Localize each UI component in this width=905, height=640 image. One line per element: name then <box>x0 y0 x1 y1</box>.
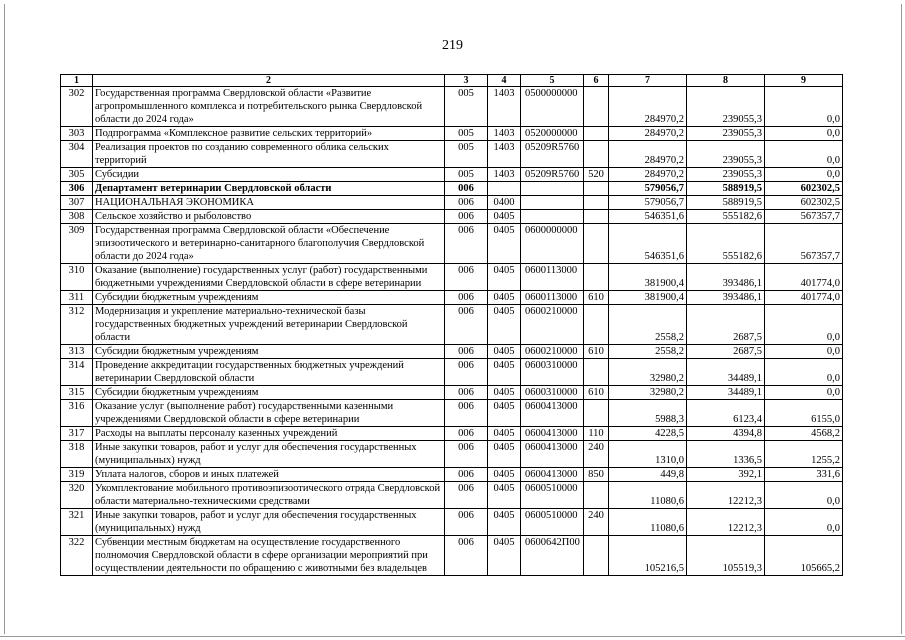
row-amount-col8: 105519,3 <box>687 536 765 576</box>
row-amount-col7: 4228,5 <box>609 427 687 441</box>
row-name: Субсидии бюджетным учреждениям <box>93 345 445 359</box>
row-target-article <box>521 196 584 210</box>
row-amount-col8: 12212,3 <box>687 482 765 509</box>
row-admin-code: 006 <box>445 536 488 576</box>
row-name: Расходы на выплаты персоналу казенных учреждений <box>93 427 445 441</box>
row-amount-col9: 567357,7 <box>765 224 843 264</box>
row-target-article: 0600642П00 <box>521 536 584 576</box>
col-header: 5 <box>521 75 584 87</box>
row-admin-code: 005 <box>445 141 488 168</box>
table-row <box>61 536 843 576</box>
row-admin-code: 005 <box>445 87 488 127</box>
row-section-code: 1403 <box>488 141 521 168</box>
row-admin-code: 006 <box>445 386 488 400</box>
row-amount-col8: 6123,4 <box>687 400 765 427</box>
page-number: 219 <box>442 38 463 53</box>
row-name: Субсидии бюджетным учреждениям <box>93 291 445 305</box>
row-section-code: 0405 <box>488 536 521 576</box>
row-amount-col7: 284970,2 <box>609 127 687 141</box>
row-amount-col8: 12212,3 <box>687 509 765 536</box>
row-admin-code: 006 <box>445 291 488 305</box>
row-number: 315 <box>61 386 93 400</box>
row-amount-col9: 0,0 <box>765 87 843 127</box>
col-header: 1 <box>61 75 93 87</box>
row-name: Проведение аккредитации государственных бюджетных учреждений ветеринарии Свердловской области <box>93 359 445 386</box>
row-amount-col9: 331,6 <box>765 468 843 482</box>
row-amount-col7: 449,8 <box>609 468 687 482</box>
row-section-code: 0405 <box>488 224 521 264</box>
row-target-article: 0600413000 <box>521 400 584 427</box>
row-name: Подпрограмма «Комплексное развитие сельских территорий» <box>93 127 445 141</box>
row-amount-col7: 284970,2 <box>609 87 687 127</box>
row-amount-col9: 0,0 <box>765 482 843 509</box>
row-target-article: 0600000000 <box>521 224 584 264</box>
row-target-article: 0600210000 <box>521 345 584 359</box>
row-section-code: 0405 <box>488 210 521 224</box>
row-number: 314 <box>61 359 93 386</box>
row-target-article: 0600413000 <box>521 441 584 468</box>
row-section-code: 0405 <box>488 441 521 468</box>
row-amount-col7: 381900,4 <box>609 264 687 291</box>
row-amount-col8: 393486,1 <box>687 291 765 305</box>
row-target-article: 0500000000 <box>521 87 584 127</box>
scan-border-left <box>4 4 5 634</box>
row-amount-col7: 579056,7 <box>609 182 687 196</box>
row-number: 305 <box>61 168 93 182</box>
col-header: 6 <box>584 75 609 87</box>
row-name: Оказание (выполнение) государственных услуг (работ) государственными бюджетными учреждениями Свердловской области в сфере ветеринарии <box>93 264 445 291</box>
table-row <box>61 509 843 536</box>
row-amount-col8: 555182,6 <box>687 224 765 264</box>
row-admin-code: 006 <box>445 210 488 224</box>
row-section-code: 0405 <box>488 400 521 427</box>
table-row <box>61 291 843 305</box>
row-amount-col7: 11080,6 <box>609 482 687 509</box>
row-admin-code: 006 <box>445 359 488 386</box>
row-amount-col9: 602302,5 <box>765 196 843 210</box>
row-number: 306 <box>61 182 93 196</box>
row-section-code: 0405 <box>488 427 521 441</box>
row-expense-type <box>584 400 609 427</box>
row-amount-col9: 0,0 <box>765 305 843 345</box>
row-amount-col9: 6155,0 <box>765 400 843 427</box>
row-expense-type: 240 <box>584 509 609 536</box>
row-amount-col7: 284970,2 <box>609 141 687 168</box>
row-name: Департамент ветеринарии Свердловской области <box>93 182 445 196</box>
row-expense-type <box>584 224 609 264</box>
row-admin-code: 006 <box>445 345 488 359</box>
row-target-article: 0600413000 <box>521 427 584 441</box>
table-row <box>61 127 843 141</box>
table-row <box>61 168 843 182</box>
row-admin-code: 006 <box>445 427 488 441</box>
row-expense-type <box>584 210 609 224</box>
row-amount-col7: 381900,4 <box>609 291 687 305</box>
table-row <box>61 359 843 386</box>
row-number: 307 <box>61 196 93 210</box>
row-number: 320 <box>61 482 93 509</box>
row-target-article: 0600510000 <box>521 509 584 536</box>
row-expense-type <box>584 87 609 127</box>
row-name: НАЦИОНАЛЬНАЯ ЭКОНОМИКА <box>93 196 445 210</box>
row-section-code: 1403 <box>488 127 521 141</box>
scan-border-bottom <box>0 636 905 637</box>
table-row <box>61 468 843 482</box>
row-expense-type <box>584 182 609 196</box>
row-amount-col9: 401774,0 <box>765 291 843 305</box>
row-section-code: 0405 <box>488 305 521 345</box>
row-amount-col7: 1310,0 <box>609 441 687 468</box>
table-row <box>61 141 843 168</box>
row-amount-col8: 2687,5 <box>687 305 765 345</box>
row-target-article: 0600113000 <box>521 264 584 291</box>
row-name: Реализация проектов по созданию современного облика сельских территорий <box>93 141 445 168</box>
table-row <box>61 210 843 224</box>
row-expense-type <box>584 536 609 576</box>
row-amount-col8: 588919,5 <box>687 182 765 196</box>
row-amount-col9: 1255,2 <box>765 441 843 468</box>
table-row <box>61 264 843 291</box>
row-number: 318 <box>61 441 93 468</box>
row-expense-type <box>584 305 609 345</box>
table-row <box>61 345 843 359</box>
row-amount-col7: 11080,6 <box>609 509 687 536</box>
row-section-code <box>488 182 521 196</box>
row-amount-col7: 284970,2 <box>609 168 687 182</box>
row-target-article: 0600413000 <box>521 468 584 482</box>
table-row <box>61 400 843 427</box>
row-amount-col8: 1336,5 <box>687 441 765 468</box>
row-expense-type: 240 <box>584 441 609 468</box>
row-amount-col7: 546351,6 <box>609 224 687 264</box>
row-section-code: 0400 <box>488 196 521 210</box>
row-amount-col9: 0,0 <box>765 386 843 400</box>
row-amount-col8: 2687,5 <box>687 345 765 359</box>
row-target-article: 0600510000 <box>521 482 584 509</box>
row-name: Модернизация и укрепление материально-технической базы государственных бюджетных учреждений ветеринарии Свердловской области <box>93 305 445 345</box>
row-name: Субсидии <box>93 168 445 182</box>
row-name: Государственная программа Свердловской области «Обеспечение эпизоотического и ветеринарно-санитарного благополучия Свердловской области до 2024 года» <box>93 224 445 264</box>
row-amount-col8: 392,1 <box>687 468 765 482</box>
row-number: 302 <box>61 87 93 127</box>
row-target-article: 0520000000 <box>521 127 584 141</box>
row-expense-type <box>584 482 609 509</box>
table-row <box>61 305 843 345</box>
row-name: Государственная программа Свердловской области «Развитие агропромышленного комплекса и потребительского рынка Свердловской области до 2024 года» <box>93 87 445 127</box>
row-admin-code: 006 <box>445 509 488 536</box>
row-target-article: 05209R5760 <box>521 141 584 168</box>
row-amount-col7: 32980,2 <box>609 359 687 386</box>
row-amount-col7: 2558,2 <box>609 345 687 359</box>
row-expense-type: 610 <box>584 291 609 305</box>
row-number: 311 <box>61 291 93 305</box>
row-number: 316 <box>61 400 93 427</box>
row-admin-code: 006 <box>445 224 488 264</box>
row-amount-col7: 2558,2 <box>609 305 687 345</box>
row-admin-code: 006 <box>445 196 488 210</box>
row-name: Иные закупки товаров, работ и услуг для обеспечения государственных (муниципальных) нужд <box>93 509 445 536</box>
row-expense-type <box>584 359 609 386</box>
row-target-article: 0600310000 <box>521 386 584 400</box>
row-admin-code: 006 <box>445 264 488 291</box>
table-row <box>61 87 843 127</box>
row-name: Иные закупки товаров, работ и услуг для обеспечения государственных (муниципальных) нужд <box>93 441 445 468</box>
table-body <box>61 87 843 576</box>
row-expense-type <box>584 196 609 210</box>
row-admin-code: 006 <box>445 182 488 196</box>
col-header: 2 <box>93 75 445 87</box>
row-section-code: 0405 <box>488 345 521 359</box>
row-number: 321 <box>61 509 93 536</box>
row-expense-type: 520 <box>584 168 609 182</box>
row-amount-col9: 0,0 <box>765 127 843 141</box>
row-amount-col9: 567357,7 <box>765 210 843 224</box>
row-section-code: 0405 <box>488 264 521 291</box>
row-number: 303 <box>61 127 93 141</box>
row-amount-col7: 105216,5 <box>609 536 687 576</box>
table-row <box>61 482 843 509</box>
row-name: Субсидии бюджетным учреждениям <box>93 386 445 400</box>
row-amount-col9: 0,0 <box>765 509 843 536</box>
row-number: 319 <box>61 468 93 482</box>
row-amount-col7: 579056,7 <box>609 196 687 210</box>
row-amount-col8: 239055,3 <box>687 127 765 141</box>
row-section-code: 0405 <box>488 468 521 482</box>
row-amount-col8: 239055,3 <box>687 87 765 127</box>
col-header: 8 <box>687 75 765 87</box>
row-target-article <box>521 210 584 224</box>
header-row <box>61 75 843 87</box>
scan-border-right <box>901 4 902 634</box>
row-amount-col9: 0,0 <box>765 141 843 168</box>
row-amount-col8: 239055,3 <box>687 168 765 182</box>
row-target-article: 0600113000 <box>521 291 584 305</box>
row-amount-col7: 546351,6 <box>609 210 687 224</box>
row-amount-col9: 0,0 <box>765 359 843 386</box>
row-amount-col9: 401774,0 <box>765 264 843 291</box>
row-name: Сельское хозяйство и рыболовство <box>93 210 445 224</box>
row-expense-type <box>584 264 609 291</box>
row-amount-col8: 4394,8 <box>687 427 765 441</box>
table-row <box>61 427 843 441</box>
row-admin-code: 005 <box>445 127 488 141</box>
row-section-code: 1403 <box>488 168 521 182</box>
table-row <box>61 182 843 196</box>
row-admin-code: 006 <box>445 441 488 468</box>
row-amount-col8: 239055,3 <box>687 141 765 168</box>
row-number: 309 <box>61 224 93 264</box>
row-amount-col9: 0,0 <box>765 345 843 359</box>
row-amount-col7: 32980,2 <box>609 386 687 400</box>
row-admin-code: 006 <box>445 468 488 482</box>
row-amount-col9: 0,0 <box>765 168 843 182</box>
row-name: Уплата налогов, сборов и иных платежей <box>93 468 445 482</box>
row-number: 304 <box>61 141 93 168</box>
row-section-code: 0405 <box>488 291 521 305</box>
row-target-article: 05209R5760 <box>521 168 584 182</box>
row-admin-code: 006 <box>445 400 488 427</box>
row-number: 313 <box>61 345 93 359</box>
row-number: 317 <box>61 427 93 441</box>
row-amount-col9: 4568,2 <box>765 427 843 441</box>
table-row <box>61 386 843 400</box>
row-admin-code: 006 <box>445 482 488 509</box>
col-header: 7 <box>609 75 687 87</box>
row-number: 310 <box>61 264 93 291</box>
row-expense-type: 610 <box>584 386 609 400</box>
row-target-article <box>521 182 584 196</box>
row-expense-type: 110 <box>584 427 609 441</box>
col-header: 9 <box>765 75 843 87</box>
row-number: 322 <box>61 536 93 576</box>
row-target-article: 0600310000 <box>521 359 584 386</box>
row-expense-type <box>584 127 609 141</box>
row-admin-code: 006 <box>445 305 488 345</box>
row-amount-col8: 555182,6 <box>687 210 765 224</box>
row-section-code: 0405 <box>488 359 521 386</box>
row-number: 312 <box>61 305 93 345</box>
row-amount-col7: 5988,3 <box>609 400 687 427</box>
row-admin-code: 005 <box>445 168 488 182</box>
row-amount-col8: 393486,1 <box>687 264 765 291</box>
row-section-code: 0405 <box>488 509 521 536</box>
row-section-code: 0405 <box>488 386 521 400</box>
row-expense-type: 610 <box>584 345 609 359</box>
budget-table <box>60 74 843 576</box>
col-header: 4 <box>488 75 521 87</box>
row-amount-col9: 602302,5 <box>765 182 843 196</box>
row-name: Субвенции местным бюджетам на осуществление государственного полномочия Свердловской области в сфере организации мероприятий при осуществлении деятельности по обращению с животными без владельцев <box>93 536 445 576</box>
table-row <box>61 441 843 468</box>
table-row <box>61 224 843 264</box>
row-amount-col9: 105665,2 <box>765 536 843 576</box>
row-amount-col8: 588919,5 <box>687 196 765 210</box>
row-expense-type <box>584 141 609 168</box>
row-amount-col8: 34489,1 <box>687 386 765 400</box>
row-number: 308 <box>61 210 93 224</box>
table-row <box>61 196 843 210</box>
row-section-code: 0405 <box>488 482 521 509</box>
row-target-article: 0600210000 <box>521 305 584 345</box>
row-expense-type: 850 <box>584 468 609 482</box>
row-section-code: 1403 <box>488 87 521 127</box>
row-name: Оказание услуг (выполнение работ) государственными казенными учреждениями Свердловской области в сфере ветеринарии <box>93 400 445 427</box>
row-name: Укомплектование мобильного противоэпизоотического отряда Свердловской области материально-техническими средствами <box>93 482 445 509</box>
col-header: 3 <box>445 75 488 87</box>
row-amount-col8: 34489,1 <box>687 359 765 386</box>
